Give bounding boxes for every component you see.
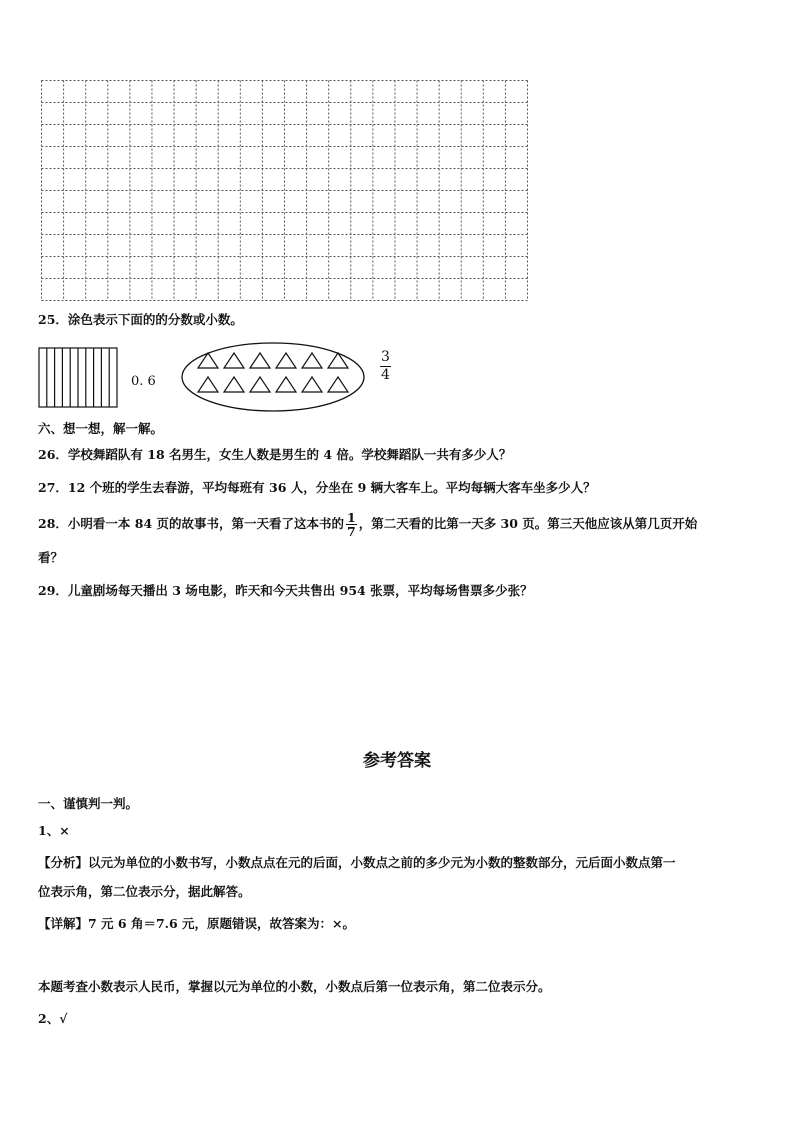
answer-section-one-heading: 一、谨慎判一判。 (38, 796, 139, 811)
answer-1-analysis-line2: 位表示角，第二位表示分，据此解答。 (38, 884, 251, 899)
triangle (328, 377, 348, 392)
triangle (276, 353, 296, 368)
fraction-numerator: 3 (381, 349, 390, 365)
answer-1-analysis-line1: 【分析】以元为单位的小数书写，小数点点在元的后面，小数点之前的多少元为小数的整数部分，元后面小数点第一 (38, 855, 676, 870)
triangle (198, 353, 218, 368)
answer-1-note: 本题考查小数表示人民币，掌握以元为单位的小数，小数点后第一位表示角，第二位表示分。 (38, 979, 551, 994)
dashed-grid (40, 79, 529, 302)
fraction-numerator: 1 (347, 510, 356, 525)
triangle (250, 353, 270, 368)
fraction-denominator: 4 (381, 367, 390, 383)
answer-title: 参考答案 (363, 751, 431, 771)
question-25: 25．涂色表示下面的的分数或小数。 (38, 312, 243, 327)
answer-1-mark: 1、× (38, 823, 70, 838)
decimal-label: 0. 6 (131, 374, 156, 389)
question-28-continued: 看？ (38, 550, 64, 565)
fraction-three-quarters (380, 349, 391, 384)
triangle (302, 377, 322, 392)
triangle (250, 377, 270, 392)
triangle (276, 377, 296, 392)
question-26: 26．学校舞蹈队有 18 名男生，女生人数是男生的 4 倍。学校舞蹈队一共有多少人？ (38, 447, 512, 462)
fraction-one-seventh (346, 511, 357, 538)
question-28 (38, 506, 697, 542)
question-29: 29．儿童剧场每天播出 3 场电影，昨天和今天共售出 954 张票，平均每场售票多少张？ (38, 583, 533, 598)
triangle (328, 353, 348, 368)
oval-triangles-figure[interactable] (180, 341, 366, 413)
answer-2-mark: 2、√ (38, 1011, 68, 1026)
question-27: 27．12 个班的学生去春游，平均每班有 36 人，分坐在 9 辆大客车上。平均每辆大客车坐多少人？ (38, 480, 596, 495)
triangle (224, 377, 244, 392)
fraction-denominator: 7 (347, 524, 356, 539)
triangle (224, 353, 244, 368)
triangle (198, 377, 218, 392)
question-28-part1: 28．小明看一本 84 页的故事书，第一天看了这本书的 (38, 516, 344, 531)
triangle (302, 353, 322, 368)
answer-1-detail: 【详解】7 元 6 角＝7.6 元，原题错误，故答案为：×。 (38, 916, 356, 931)
question-28-part2: ，第二天看的比第一天多 30 页。第三天他应该从第几页开始 (358, 516, 698, 531)
section-six-heading: 六、想一想，解一解。 (38, 421, 164, 436)
oval-outline (182, 343, 364, 411)
striped-rectangle-figure[interactable] (38, 347, 120, 409)
